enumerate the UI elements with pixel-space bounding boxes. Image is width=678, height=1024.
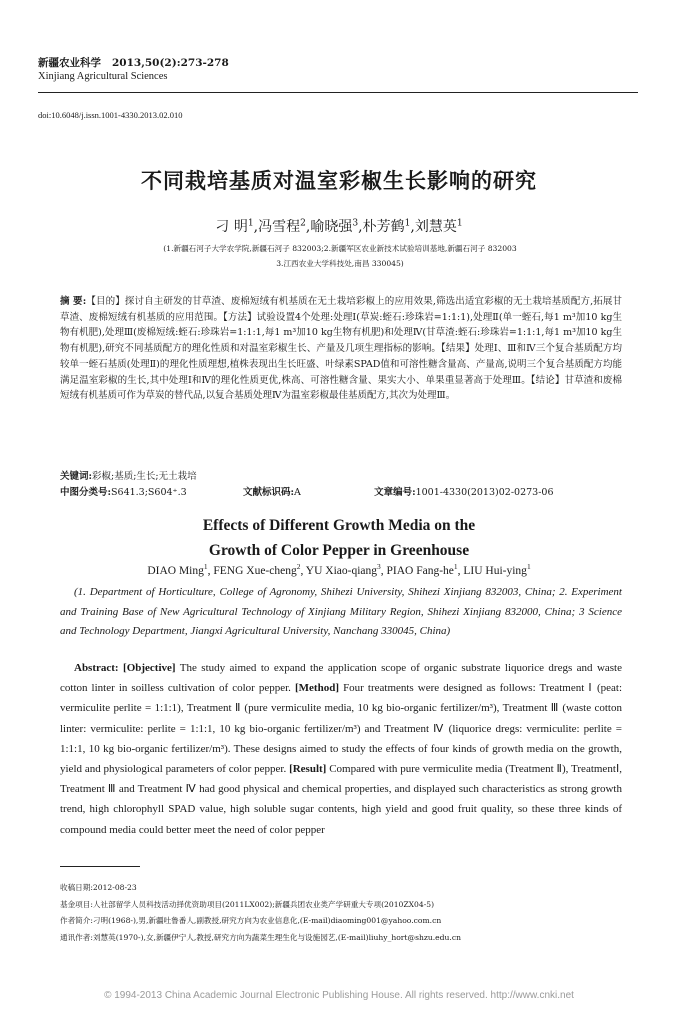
objective-label: [Objective] — [123, 662, 176, 674]
header-issue: 2013,50(2):273-278 — [111, 57, 229, 69]
author-cn: 刁 明$^1$ — [215, 218, 254, 235]
footnotes — [60, 880, 622, 946]
result-text: Compared with pure vermiculite media (Treatment Ⅱ), TreatmentⅠ, Treatment Ⅲ and Treatment Ⅳ had good physical and chemical properties, and displayed such characteristics as strong growth trend, high chlorophyll SPAD value, high soluble sugar contents, high yield and good fruit quality, so these three kinds of compound media could better meet the need of color pepper — [60, 763, 623, 836]
method-text: Four treatments were designed as follows: Treatment Ⅰ (peat: vermiculite perlite = 1:1:1), Treatment Ⅱ (pure vermiculite media, 10 kg bio-organic fertilizer/m³), Treatment Ⅲ (waste cotton linter: vermiculite: perlite = 1:1:1, 10 kg bio-organic fertilizer/m³) and Treatment Ⅳ (liquorice dregs: vermiculite: perlite = 1:1:1, 10 kg bio-organic fertilizer/m³). These designs aimed to study the effects of four kinds of growth media on the growth, yield and physiological parameters of color pepper. — [60, 682, 623, 776]
abstract-cn-label: 摘 要: — [60, 296, 87, 307]
abstract-en — [60, 658, 622, 840]
title-cn: 不同栽培基质对温室彩椒生长影响的研究 — [141, 168, 537, 193]
abstract-en-label: Abstract: — [74, 662, 119, 674]
footnote-received: 收稿日期:2012-08-23 — [60, 883, 137, 892]
footnote-author: 作者简介:刁明(1968-),男,新疆吐鲁番人,副教授,研究方向为农业信息化,(E-mail)diaoming001@yahoo.com.cn — [60, 916, 442, 925]
clc-value: S641.3;S604⁺.3 — [111, 487, 187, 498]
author-en: DIAO Ming$^1$ — [147, 562, 208, 577]
clc-label: 中图分类号: — [60, 487, 112, 498]
affiliation-cn-line: 3.江西农业大学科技处,南昌 330045) — [276, 259, 404, 268]
author-cn: 刘慧英$^1$ — [414, 218, 463, 235]
running-header — [38, 56, 229, 84]
footnote-rule — [60, 866, 140, 867]
affiliation-cn — [60, 241, 620, 271]
author-cn: 朴芳鹤$^1$ — [362, 218, 411, 235]
classification-line — [60, 484, 620, 498]
keywords-cn — [60, 468, 197, 482]
objective-text: The study aimed to expand the application scope of organic substrate liquorice dregs and waste cotton linter in soilless cultivation of color pepper. — [60, 662, 622, 695]
keywords-cn-text: 彩椒;基质;生长;无土栽培 — [92, 471, 197, 482]
abstract-cn-text: 【目的】探讨自主研发的甘草渣、废棉短绒有机基质在无土栽培彩椒上的应用效果,筛选出适宜彩椒的无土栽培基质配方,拓展甘草渣、废棉短绒有机基质的应用范围。【方法】试验设置4个处理:处理Ⅰ(草炭:蛭石:珍珠岩=1:1:1),处理Ⅱ(单一蛭石,每1 m³加10 kg生物有机肥),处理Ⅲ(废棉短绒:蛭石:珍珠岩=1:1:1,每1 m³加10 kg生物有机肥)和处理Ⅳ(甘草渣:蛭石:珍珠岩=1:1:1,每1 m³加10 kg生物有机肥),研究不同基质配方的理化性质和对温室彩椒生长、产量及几项生理指标的影响。【结果】处理Ⅰ、Ⅲ和Ⅳ三个复合基质配方均较单一蛭石基质(处理Ⅱ)的理化性质理想,植株表现出生长旺盛、叶绿素SPAD值和可溶性糖含量高、产量高,说明三个复合基质配方均能满足温室彩椒的生长,其中处理Ⅰ和Ⅳ的理化性质更优,株高、可溶性糖含量、果实大小、单果重显著高于处理Ⅲ。【结论】甘草渣和废棉短绒有机基质可作为草炭的替代品,以复合基质处理Ⅳ为温室彩椒最佳基质配方,其次为处理Ⅲ。 — [60, 296, 622, 402]
copyright-watermark: © 1994-2013 China Academic Journal Electronic Publishing House. All rights reserved. http://www.cnki.net — [104, 990, 574, 1001]
article-value: 1001-4330(2013)02-0273-06 — [415, 487, 554, 498]
keywords-cn-label: 关键词: — [60, 471, 93, 482]
title-en-line2: Growth of Color Pepper in Greenhouse — [208, 542, 470, 559]
code-label: 文献标识码: — [243, 487, 295, 498]
doi: doi:10.6048/j.issn.1001-4330.2013.02.010 — [38, 110, 183, 120]
code-value: A — [294, 487, 301, 498]
header-journal-cn: 新疆农业科学 — [38, 57, 101, 69]
authors-en: DIAO Ming$^1$, FENG Xue-cheng$^2$, YU Xiao-qiang$^3$, PIAO Fang-$he^1$, LIU Hui-ying$^1$ — [147, 562, 531, 577]
footnote-corresponding: 通讯作者:刘慧英(1970-),女,新疆伊宁人,教授,研究方向为蔬菜生理生化与设施园艺,(E-mail)liuhy_hort@shzu.edu.cn — [60, 932, 461, 942]
article-label: 文章编号: — [374, 487, 416, 498]
author-cn: 冯雪程$^2$ — [258, 218, 306, 235]
result-label: [Result] — [289, 763, 327, 776]
header-journal-line — [38, 56, 229, 70]
footnote-fund: 基金项目:人社部留学人员科技活动择优资助项目(2011LX002);新疆兵团农业类产学研重大专项(2010ZX04-5) — [60, 899, 435, 909]
author-en: PIAO Fang-$he^1$ — [386, 562, 458, 577]
header-journal-en: Xinjiang Agricultural Sciences — [38, 71, 168, 82]
abstract-cn — [60, 294, 622, 404]
author-cn: 喻晓强$^3$ — [310, 218, 359, 235]
authors-cn: 刁 明$^1$,冯雪程$^2$,喻晓强$^3$,朴芳鹤$^1$,刘慧英$^1$ — [215, 218, 463, 235]
author-en: YU Xiao-qiang$^3$ — [305, 562, 381, 577]
method-label: [Method] — [295, 682, 339, 695]
title-en-line1: Effects of Different Growth Media on the — [202, 517, 476, 534]
author-en: FENG Xue-cheng$^2$ — [213, 562, 301, 577]
title-en — [0, 513, 678, 563]
header-rule — [38, 92, 638, 93]
affiliation-en: (1. Department of Horticulture, College of Agronomy, Shihezi University, Shihezi Xinjiang 832003, China; 2. Experiment and Training Base of New Agricultural Technology of Xinjiang Military Region, Shihezi Xinjiang 832000, China; 3 Science and Technology Department, Jiangxi Agricultural University, Nanchang 330045, China) — [60, 586, 622, 637]
affiliation-cn-line: (1.新疆石河子大学农学院,新疆石河子 832003;2.新疆军区农业新技术试验培训基地,新疆石河子 832003 — [163, 244, 517, 253]
author-en: LIU Hui-ying$^1$ — [463, 562, 531, 577]
